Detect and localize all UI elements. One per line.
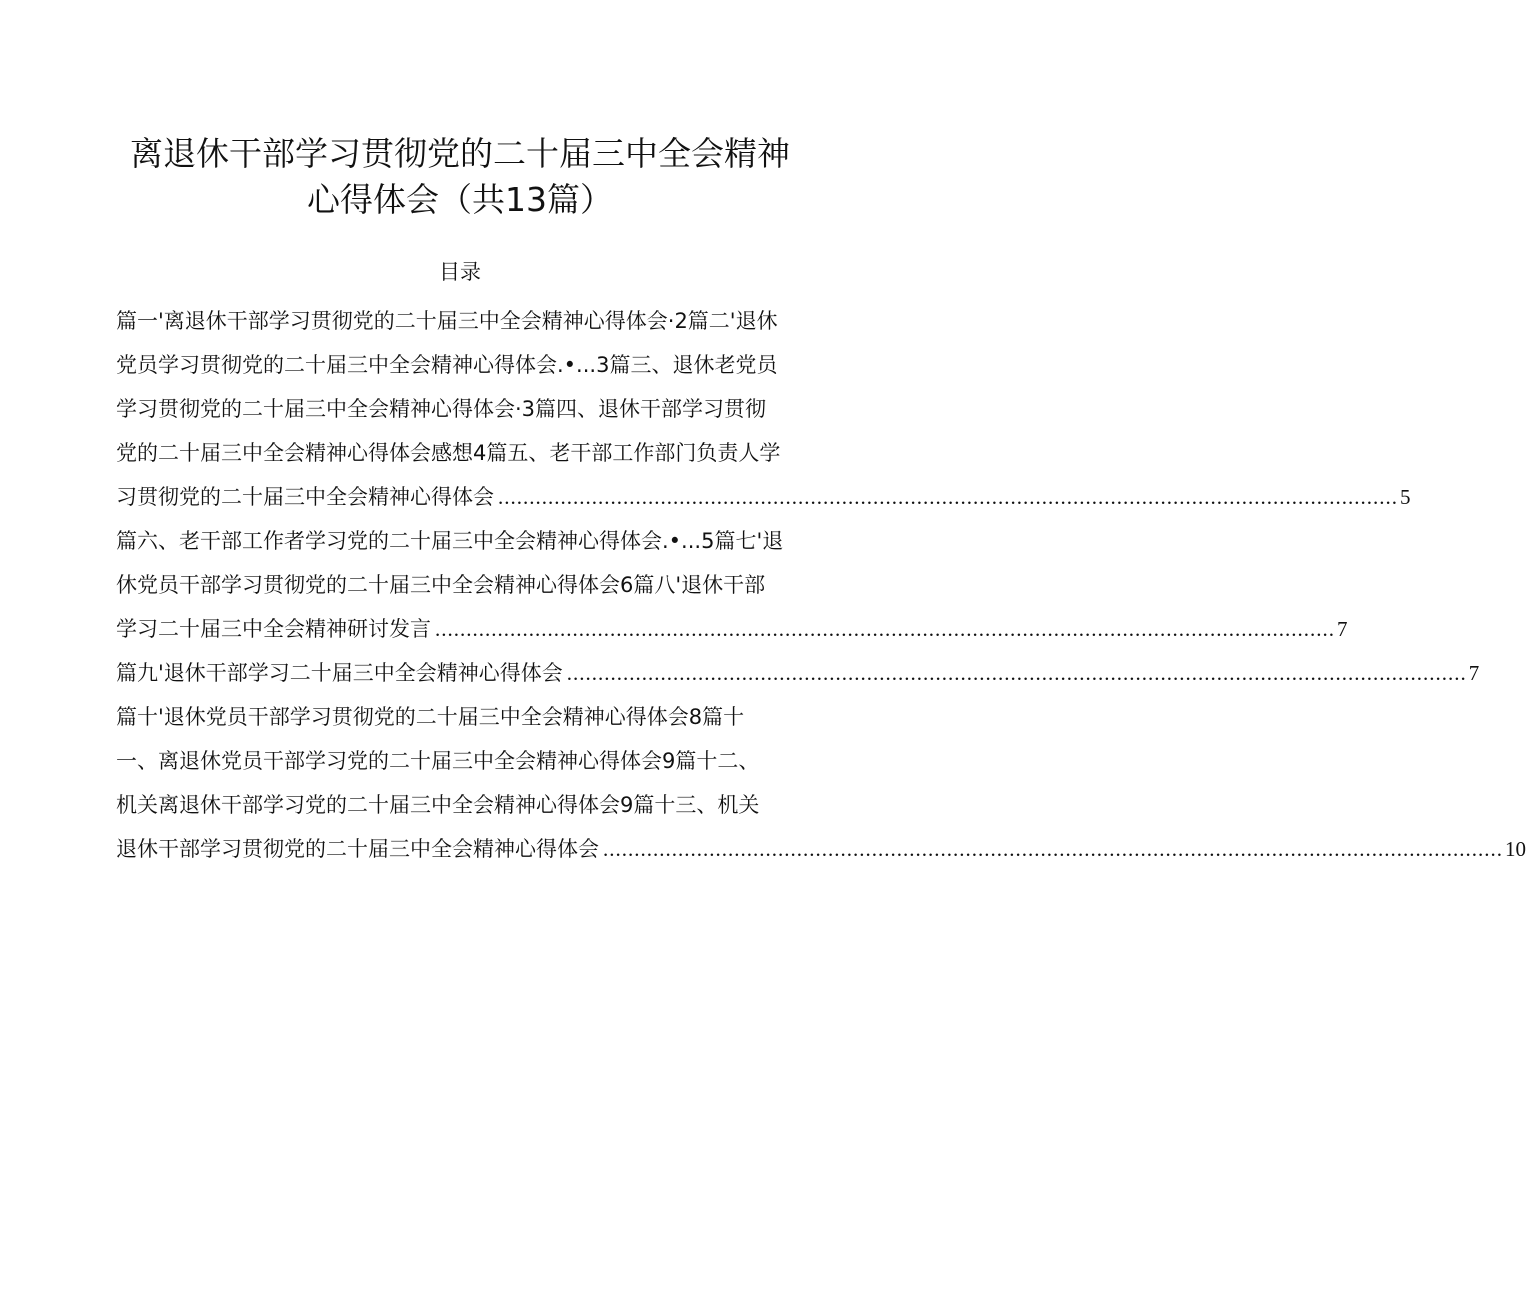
toc-line: 篇一'离退休干部学习贯彻党的二十届三中全会精神心得体会·2篇二'退休 bbox=[116, 309, 778, 333]
toc-line bbox=[116, 481, 1411, 513]
toc-line: 机关离退休干部学习党的二十届三中全会精神心得体会9篇十三、机关 bbox=[116, 793, 760, 817]
toc-leader-dots: ................................................................................................................................................ bbox=[603, 837, 1503, 861]
document-title-line-1: 离退休干部学习贯彻党的二十届三中全会精神 bbox=[130, 134, 790, 173]
toc-line-text: 退休干部学习贯彻党的二十届三中全会精神心得体会 bbox=[116, 837, 599, 861]
document-title-line-2: 心得体会（共13篇） bbox=[307, 180, 613, 219]
toc-line: 篇六、老干部工作者学习党的二十届三中全会精神心得体会.•...5篇七'退 bbox=[116, 529, 784, 553]
toc-line bbox=[116, 657, 1480, 689]
toc-page-number: 7 bbox=[1468, 661, 1480, 685]
toc-line-text: 篇九'退休干部学习二十届三中全会精神心得体会 bbox=[116, 661, 563, 685]
toc-line: 篇十'退休党员干部学习贯彻党的二十届三中全会精神心得体会8篇十 bbox=[116, 705, 745, 729]
toc-line: 党的二十届三中全会精神心得体会感想4篇五、老干部工作部门负责人学 bbox=[116, 441, 781, 465]
toc-line-text: 习贯彻党的二十届三中全会精神心得体会 bbox=[116, 485, 494, 509]
toc-line: 休党员干部学习贯彻党的二十届三中全会精神心得体会6篇八'退休干部 bbox=[116, 573, 766, 597]
toc-leader-dots: ................................................................................................................................................ bbox=[435, 617, 1335, 641]
toc-heading: 目录 bbox=[439, 260, 481, 284]
toc-leader-dots: ................................................................................................................................................ bbox=[566, 661, 1467, 685]
toc-leader-dots: ................................................................................................................................................ bbox=[498, 485, 1398, 509]
toc-line: 学习贯彻党的二十届三中全会精神心得体会·3篇四、退休干部学习贯彻 bbox=[116, 397, 767, 421]
toc-page-number: 10 bbox=[1505, 837, 1526, 861]
toc-line bbox=[116, 613, 1348, 645]
toc-line-text: 学习二十届三中全会精神研讨发言 bbox=[116, 617, 431, 641]
toc-page-number: 7 bbox=[1337, 617, 1348, 641]
toc-line: 党员学习贯彻党的二十届三中全会精神心得体会.•...3篇三、退休老党员 bbox=[116, 353, 778, 377]
toc-line: 一、离退休党员干部学习党的二十届三中全会精神心得体会9篇十二、 bbox=[116, 749, 760, 773]
toc-line bbox=[116, 833, 1526, 865]
toc-page-number: 5 bbox=[1400, 485, 1411, 509]
